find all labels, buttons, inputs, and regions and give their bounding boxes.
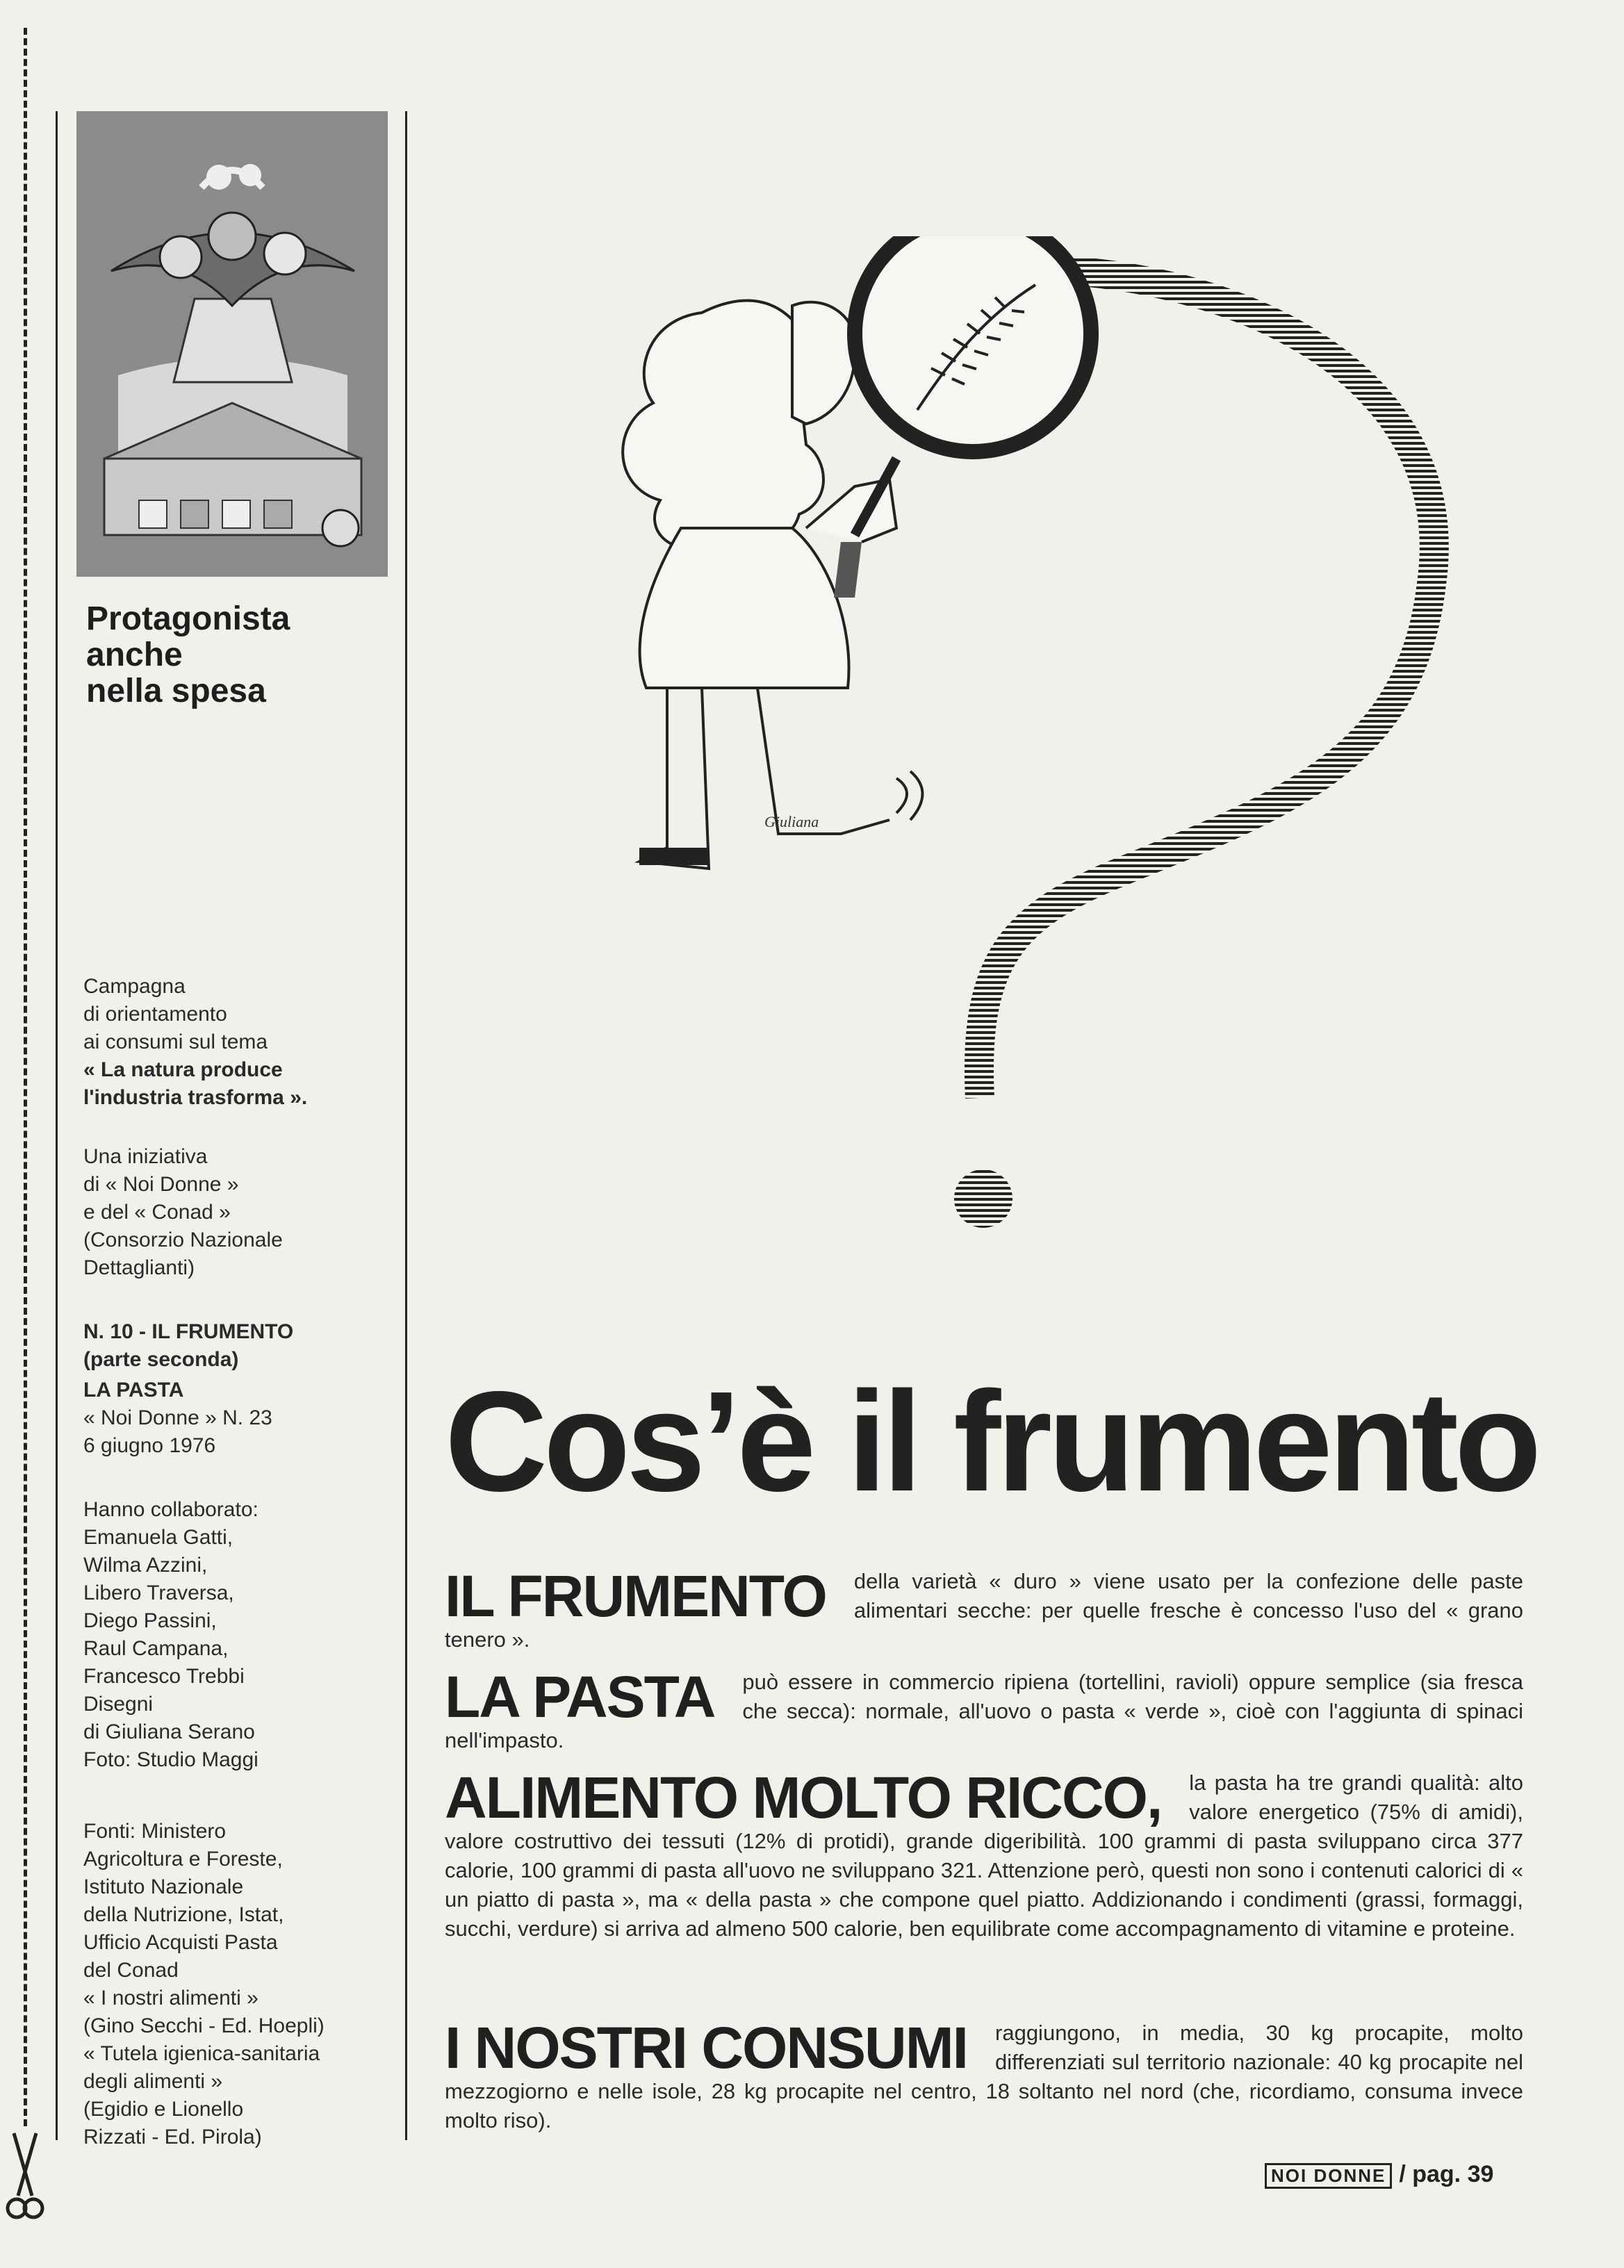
credits-block bbox=[83, 1496, 403, 1774]
page-footer bbox=[1265, 2161, 1493, 2189]
illustration-signature: Giuliana bbox=[764, 813, 819, 830]
issue-block bbox=[83, 1318, 403, 1460]
initiative-line: e del « Conad » bbox=[83, 1201, 231, 1224]
cut-line bbox=[24, 28, 27, 2126]
page-title: Cos’è il frumento bbox=[445, 1362, 1538, 1521]
section-pasta bbox=[445, 1664, 1523, 1755]
source-line: Istituto Nazionale bbox=[83, 1875, 244, 1898]
section-consumi bbox=[445, 2015, 1523, 2135]
page-number: / pag. 39 bbox=[1399, 2161, 1494, 2187]
source-line: Ufficio Acquisti Pasta bbox=[83, 1931, 278, 1954]
credits-drawings: Disegni bbox=[83, 1693, 154, 1716]
sidebar-left-rule bbox=[56, 111, 58, 2140]
initiative-line: Una iniziativa bbox=[83, 1145, 208, 1168]
section-alimento bbox=[445, 1765, 1523, 1944]
source-line: della Nutrizione, Istat, bbox=[83, 1903, 284, 1926]
source-line: Fonti: Ministero bbox=[83, 1820, 227, 1843]
initiative-block bbox=[83, 1143, 403, 1282]
section-text: raggiungono, in media, 30 kg procapite, molto differenziati sul territorio nazionale: 40 kg procapite nel mezzogiorno e nelle isole, 28 kg procapite nel centro, 18 soltanto nel nord (che, ricordiamo, consuma invece molto riso). bbox=[445, 2021, 1523, 2133]
credits-heading: Hanno collaborato: bbox=[83, 1498, 259, 1521]
campaign-line: ai consumi sul tema bbox=[83, 1030, 268, 1053]
magnifier-woman-illustration bbox=[528, 236, 1515, 1265]
source-line: (Egidio e Lionello bbox=[83, 2098, 244, 2121]
issue-topic: LA PASTA bbox=[83, 1379, 184, 1402]
section-text: la pasta ha tre grandi qualità: alto valore energetico (75% di amidi), valore costruttivo dei tessuti (12% di protidi), grande digeribilità. 100 grammi di pasta sviluppano circa 377 calorie, 100 grammi di pasta all'uovo ne sviluppano 321. Attenzione però, questi non sono i contenuti calorici di « un piatto di pasta », ma « della pasta » che compone quel piatto. Addizionando i condimenti (grassi, formaggi, succhi, verdure) si arriva ad almeno 500 calorie, ben equilibrate come accompagnamento di vitamine e proteine. bbox=[445, 1770, 1523, 1941]
issue-date: 6 giugno 1976 bbox=[83, 1434, 216, 1457]
source-line: (Gino Secchi - Ed. Hoepli) bbox=[83, 2014, 325, 2037]
section-heading: I NOSTRI CONSUMI bbox=[445, 2015, 968, 2080]
initiative-line: Dettaglianti) bbox=[83, 1256, 195, 1279]
credits-photo: Foto: Studio Maggi bbox=[83, 1748, 259, 1771]
source-line: degli alimenti » bbox=[83, 2070, 223, 2093]
credit-name: Emanuela Gatti, bbox=[83, 1526, 233, 1549]
scissors-icon bbox=[4, 2126, 46, 2230]
initiative-line: di « Noi Donne » bbox=[83, 1173, 239, 1196]
campaign-logo-image bbox=[76, 111, 388, 577]
section-heading: LA PASTA bbox=[445, 1664, 715, 1729]
source-line: Agricoltura e Foreste, bbox=[83, 1848, 283, 1871]
section-heading: ALIMENTO MOLTO RICCO, bbox=[445, 1765, 1162, 1830]
credit-name: Francesco Trebbi bbox=[83, 1665, 245, 1688]
campaign-theme: l'industria trasforma ». bbox=[83, 1086, 308, 1109]
source-line: « I nostri alimenti » bbox=[83, 1987, 259, 2010]
section-frumento bbox=[445, 1563, 1523, 1654]
credit-name: Libero Traversa, bbox=[83, 1581, 234, 1604]
credits-drawings-by: di Giuliana Serano bbox=[83, 1720, 255, 1743]
issue-magazine: « Noi Donne » N. 23 bbox=[83, 1406, 272, 1429]
source-line: del Conad bbox=[83, 1959, 179, 1982]
issue-number: N. 10 - IL FRUMENTO bbox=[83, 1320, 294, 1343]
campaign-block bbox=[83, 973, 403, 1112]
credit-name: Diego Passini, bbox=[83, 1609, 217, 1632]
campaign-theme: « La natura produce bbox=[83, 1058, 283, 1081]
source-line: « Tutela igienica-sanitaria bbox=[83, 2042, 320, 2065]
section-heading: IL FRUMENTO bbox=[445, 1563, 826, 1629]
issue-part: (parte seconda) bbox=[83, 1348, 239, 1371]
campaign-line: di orientamento bbox=[83, 1003, 227, 1026]
source-line: Rizzati - Ed. Pirola) bbox=[83, 2126, 262, 2148]
section-text: può essere in commercio ripiena (tortellini, ravioli) oppure semplice (sia fresca che secca): normale, all'uovo o pasta « verde », cioè con l'aggiunta di spinaci nell'impasto. bbox=[445, 1670, 1523, 1752]
campaign-line: Campagna bbox=[83, 975, 186, 998]
magazine-logo: NOI DONNE bbox=[1265, 2163, 1392, 2189]
credit-name: Raul Campana, bbox=[83, 1637, 229, 1660]
section-text: della varietà « duro » viene usato per la confezione delle paste alimentari secche: per quelle fresche è concesso l'uso del « grano tenero ». bbox=[445, 1569, 1523, 1652]
sources-block bbox=[83, 1818, 403, 2151]
sidebar-title: Protagonista anche nella spesa bbox=[86, 600, 290, 709]
initiative-line: (Consorzio Nazionale bbox=[83, 1228, 283, 1251]
credit-name: Wilma Azzini, bbox=[83, 1554, 208, 1577]
sidebar-right-rule bbox=[405, 111, 407, 2140]
